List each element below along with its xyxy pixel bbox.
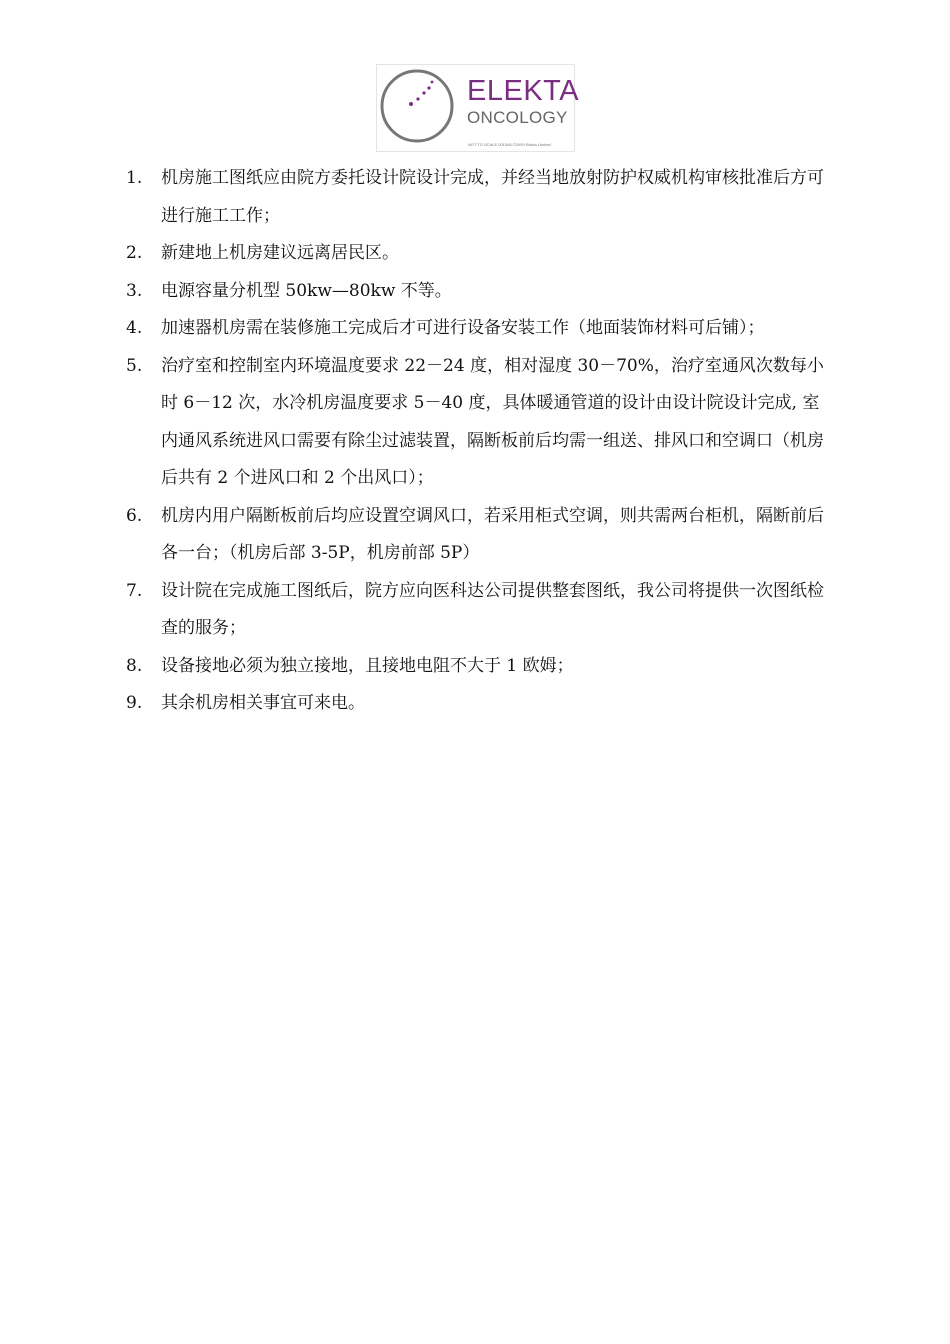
list-item	[126, 498, 836, 573]
list-item-text: 设备接地必须为独立接地，且接地电阻不大于 1 欧姆；	[161, 655, 574, 676]
list-item-number: 3.	[126, 280, 143, 301]
list-item-text: 治疗室和控制室内环境温度要求 22－24 度，相对湿度 30－70%，治疗室通风次数每小时 6－12 次，水冷机房温度要求 5－40 度，具体暖通管道的设计由设计院设计完成, 室内通风系统进风口需要有除尘过滤装置，隔断板前后均需一组送、排风口和空调口（机房后共有 2 个进风口和 2 个出风口）；	[161, 355, 824, 488]
list-item-text: 电源容量分机型 50kw—80kw 不等。	[161, 280, 452, 301]
list-item-text: 加速器机房需在装修施工完成后才可进行设备安装工作（地面装饰材料可后铺）；	[161, 318, 765, 338]
list-item-number: 1.	[126, 168, 143, 188]
list-item-text: 机房施工图纸应由院方委托设计院设计完成，并经当地放射防护权威机构审核批准后方可进行施工工作；	[161, 168, 824, 226]
logo-wordmark-oncology: ONCOLOGY	[467, 108, 568, 127]
list-item	[126, 685, 836, 723]
list-item	[126, 573, 836, 648]
list-item-number: 5.	[126, 355, 143, 376]
elekta-oncology-logo	[376, 64, 580, 152]
list-item	[126, 310, 836, 348]
list-item-number: 6.	[126, 505, 143, 526]
list-item-number: 7.	[126, 580, 143, 601]
list-item	[126, 235, 836, 273]
list-item-number: 2.	[126, 243, 143, 263]
list-item	[126, 160, 836, 235]
logo-fine-print: NOT TO SCALE 001548 ©2009 Elekta Limited	[468, 142, 551, 147]
requirements-list	[126, 160, 836, 723]
list-item-text: 机房内用户隔断板前后均应设置空调风口，若采用柜式空调，则共需两台柜机，隔断前后各一台；（机房后部 3-5P，机房前部 5P）	[161, 505, 824, 563]
list-item-text: 其余机房相关事宜可来电。	[161, 693, 365, 713]
list-item	[126, 648, 836, 686]
list-item-text: 设计院在完成施工图纸后，院方应向医科达公司提供整套图纸，我公司将提供一次图纸检查的服务；	[161, 580, 824, 638]
list-item	[126, 348, 836, 498]
list-item-number: 4.	[126, 318, 143, 338]
logo-wordmark-elekta: ELEKTA	[467, 75, 580, 107]
list-item-number: 9.	[126, 693, 143, 713]
list-item-number: 8.	[126, 655, 143, 676]
list-item-text: 新建地上机房建议远离居民区。	[161, 243, 399, 263]
list-item	[126, 273, 836, 311]
